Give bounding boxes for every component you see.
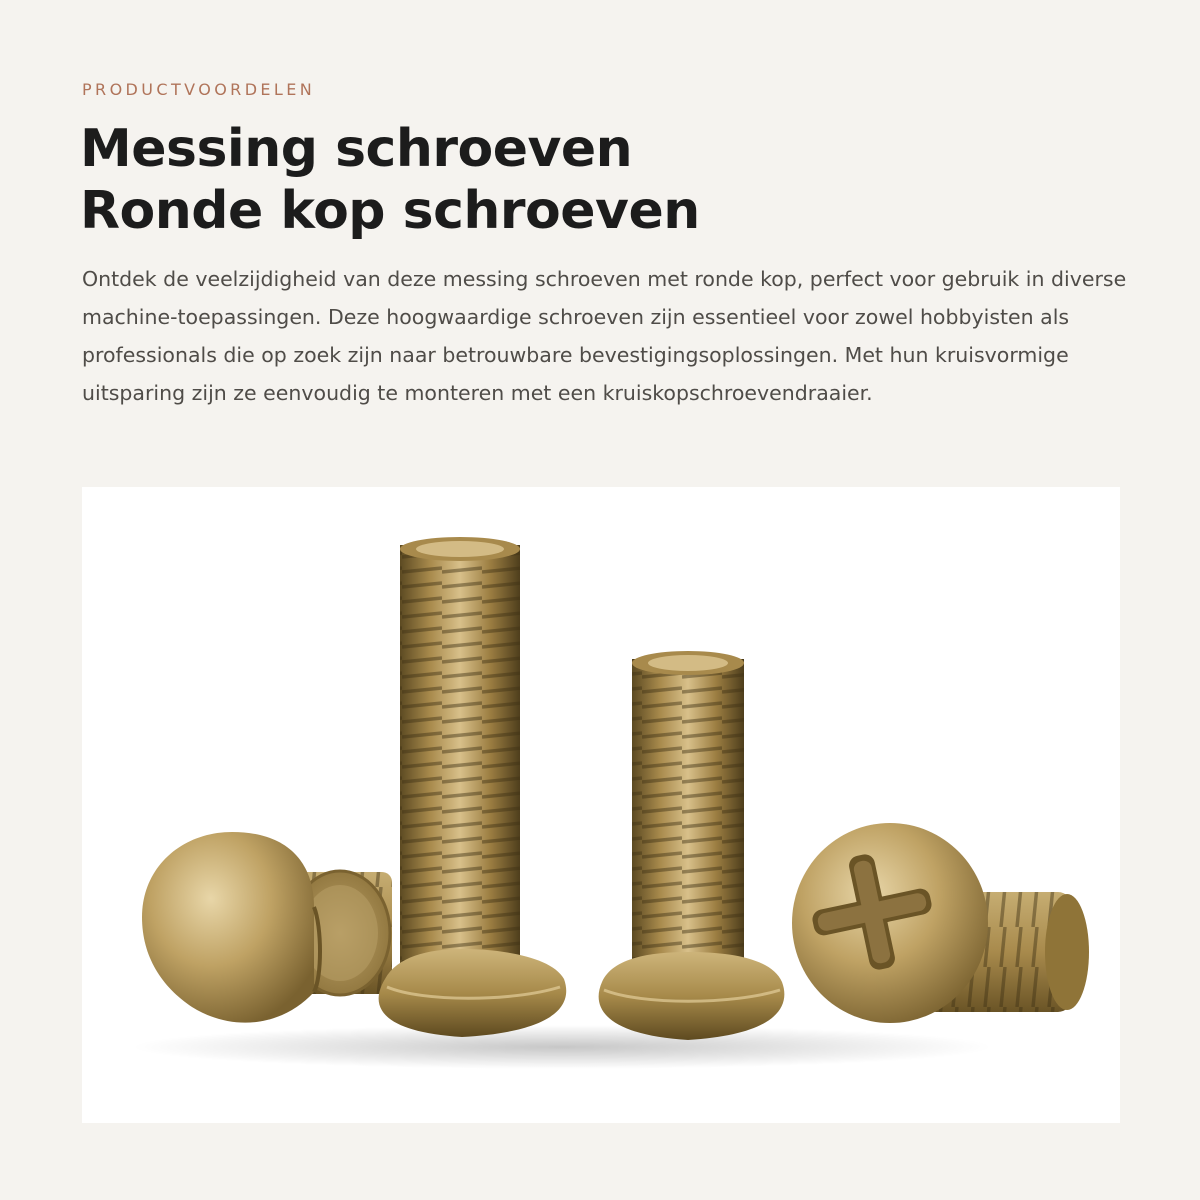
product-description: Ontdek de veelzijdigheid van deze messing schroeven met ronde kop, perfect voor gebruik in diverse machine-toepassingen. Deze hoogwaardige schroeven zijn essentieel voor zowel hobbyisten als professionals die op zoek zijn naar betrouwbare bevestigingsoplossingen. Met hun kruisvormige uitsparing zijn ze eenvoudig te monteren met een kruiskopschroevendraaier. xyxy=(82,267,1127,405)
screw-medium-standing xyxy=(599,651,785,1040)
section-eyebrow: PRODUCTVOORDELEN xyxy=(82,80,316,99)
page-title xyxy=(80,118,700,242)
title-line-2: Ronde kop schroeven xyxy=(80,181,700,241)
title-line-1: Messing schroeven xyxy=(80,119,633,179)
screw-phillips-right xyxy=(792,823,1089,1023)
screw-tall-standing xyxy=(379,537,567,1037)
product-photo-brass-screws xyxy=(82,487,1120,1123)
screw-lying-left xyxy=(142,832,392,1023)
